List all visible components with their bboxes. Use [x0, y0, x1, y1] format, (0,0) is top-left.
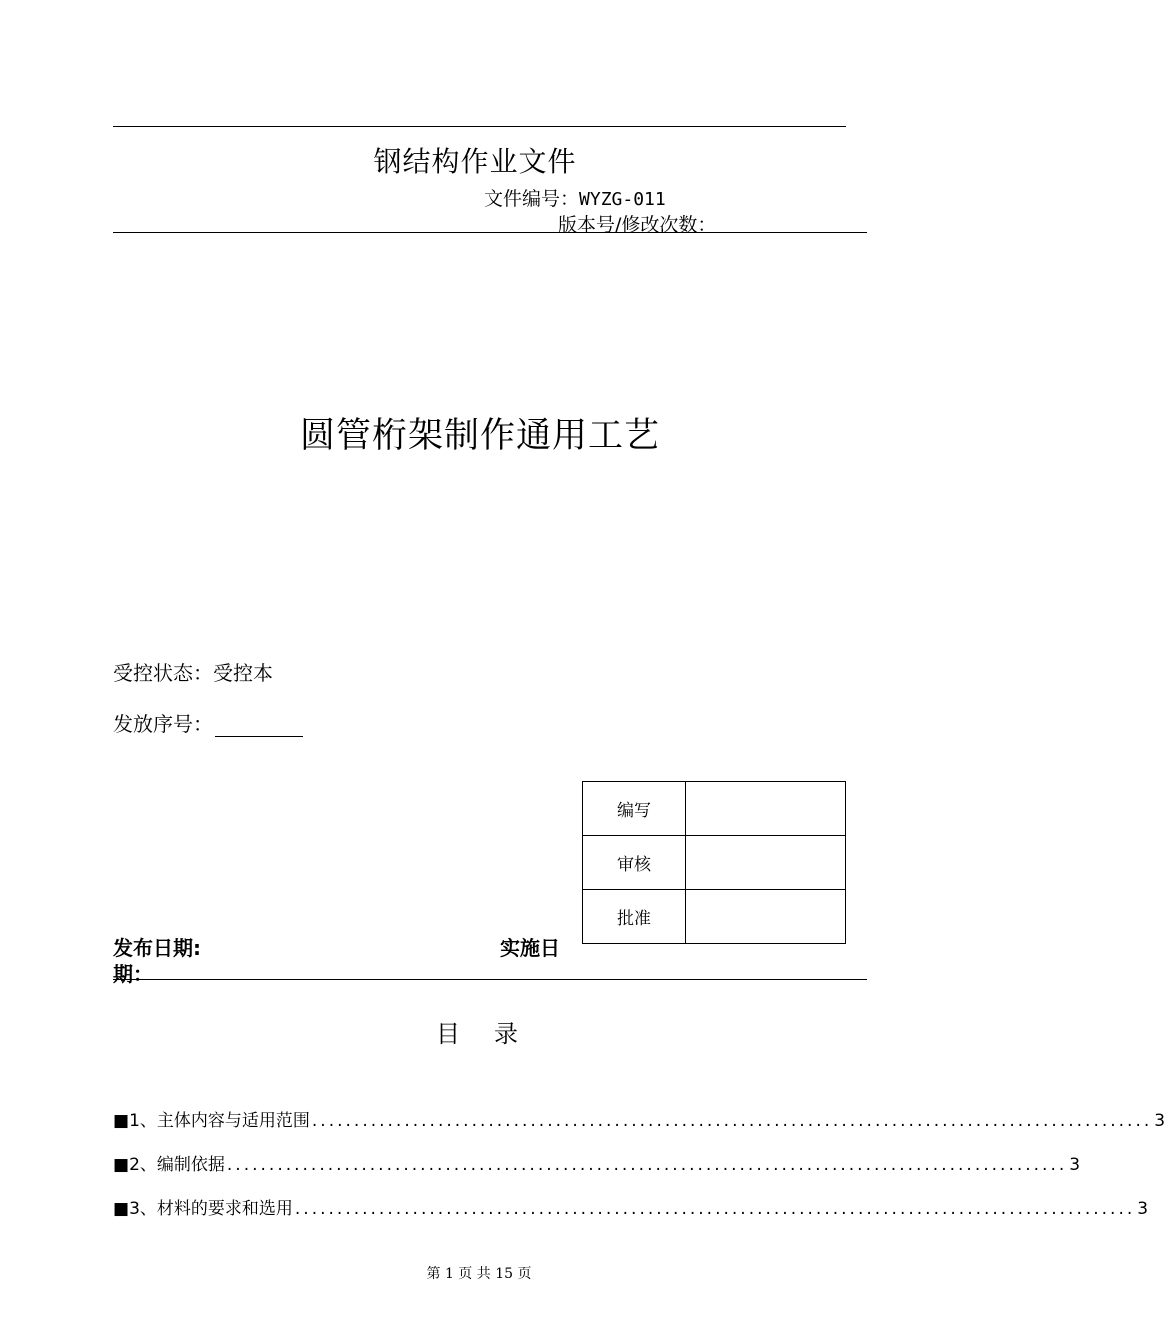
version-label: 版本号/修改次数：	[558, 214, 717, 236]
doc-number-value: WYZG-011	[579, 189, 666, 210]
toc-item-page: 3	[1069, 1155, 1081, 1175]
header-bottom-rule	[113, 232, 867, 233]
toc-item[interactable]	[113, 1150, 1081, 1175]
toc-leader-dots: ....................................................................................................	[226, 1155, 1068, 1175]
approval-value-approve	[686, 890, 846, 944]
dates-bottom-rule	[113, 979, 867, 980]
implement-date-label-cont: 期：	[113, 962, 153, 986]
toc-leader-dots: ....................................................................................................	[294, 1199, 1136, 1219]
toc-item[interactable]	[113, 1194, 1149, 1219]
approval-label-review: 审核	[583, 836, 686, 890]
serial-number-blank	[215, 716, 303, 737]
doc-number-label: 文件编号：	[484, 188, 580, 210]
toc-item-marker: ■	[113, 1199, 130, 1219]
toc-leader-dots: ....................................................................................................	[311, 1111, 1153, 1131]
implement-date-label: 实施日	[500, 936, 560, 960]
header-title: 钢结构作业文件	[373, 145, 577, 178]
control-status-label: 受控状态：	[113, 661, 213, 685]
serial-number-label: 发放序号：	[113, 712, 213, 736]
serial-number	[113, 708, 303, 737]
toc-title: 目录	[436, 1020, 552, 1048]
toc-item-marker: ■	[113, 1111, 130, 1131]
approval-table	[582, 781, 846, 944]
document-title: 圆管桁架制作通用工艺	[299, 416, 660, 456]
toc-item[interactable]	[113, 1106, 1165, 1131]
header-top-rule	[113, 126, 846, 127]
approval-row	[583, 890, 846, 944]
toc-item-page: 3	[1154, 1111, 1165, 1131]
approval-row	[583, 782, 846, 836]
toc-item-text: 3、材料的要求和选用	[129, 1199, 293, 1219]
approval-label-author: 编写	[583, 782, 686, 836]
approval-row	[583, 836, 846, 890]
toc-item-text: 1、主体内容与适用范围	[129, 1111, 310, 1131]
doc-number-line	[484, 184, 666, 211]
toc-item-text: 2、编制依据	[129, 1155, 225, 1175]
control-status	[113, 657, 273, 686]
page-footer: 第 1 页 共 15 页	[426, 1266, 532, 1282]
approval-value-review	[686, 836, 846, 890]
toc-item-marker: ■	[113, 1155, 130, 1175]
approval-label-approve: 批准	[583, 890, 686, 944]
toc-item-page: 3	[1137, 1199, 1149, 1219]
control-status-value: 受控本	[213, 661, 273, 685]
release-date-label: 发布日期:	[113, 936, 201, 960]
approval-value-author	[686, 782, 846, 836]
